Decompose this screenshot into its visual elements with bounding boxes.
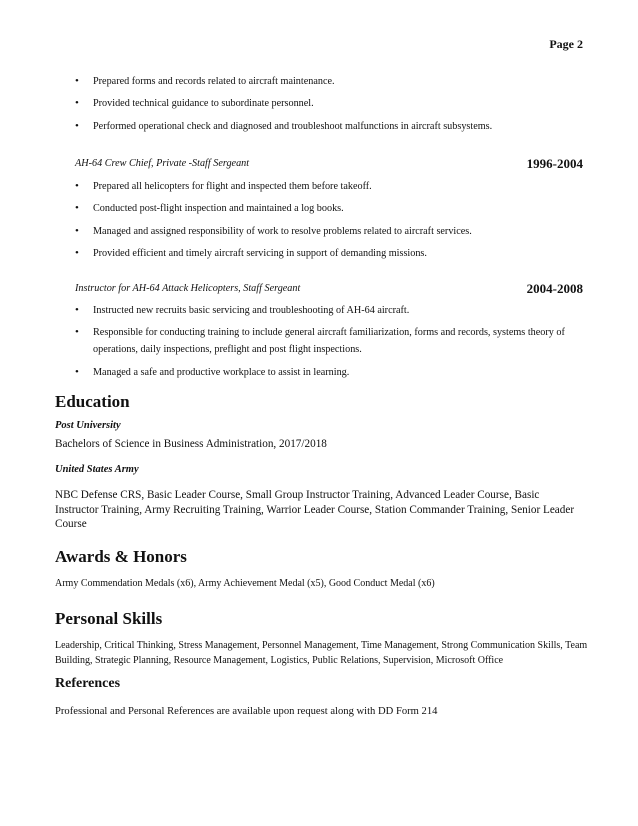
job3-bullet-list — [75, 302, 590, 386]
job-years: 2004-2008 — [526, 281, 583, 296]
job-years: 1996-2004 — [526, 156, 583, 171]
list-item: • Conducted post-flight inspection and maintained a log books. — [75, 200, 590, 217]
list-item: • Instructed new recruits basic servicing and troubleshooting of AH-64 aircraft. — [75, 302, 590, 319]
education-heading: Education — [55, 392, 130, 411]
references-heading: References — [55, 676, 121, 691]
list-item: • Provided technical guidance to subordinate personnel. — [75, 95, 590, 112]
skills-text: Leadership, Critical Thinking, Stress Management, Personnel Management, Time Management, Strong Communication Skills, Team Building, Strategic Planning, Resource Management, Logistics, Public Relations, Supervision, Microsoft Office — [55, 640, 588, 666]
courses-text: NBC Defense CRS, Basic Leader Course, Small Group Instructor Training, Advanced Leader Course, Basic Instructor Training, Army Recruiting Training, Warrior Leader Course, Station Commander Training, Senior Leader Course — [55, 489, 575, 530]
degree-text: Bachelors of Science in Business Administration, 2017/2018 — [55, 438, 327, 450]
job-title: AH-64 Crew Chief, Private -Staff Sergeant — [75, 158, 250, 169]
list-item: • Prepared all helicopters for flight and inspected them before takeoff. — [75, 178, 590, 195]
institution-name: United States Army — [55, 464, 139, 475]
job1-bullet-list — [75, 73, 590, 140]
awards-text: Army Commendation Medals (x6), Army Achievement Medal (x5), Good Conduct Medal (x6) — [55, 578, 435, 589]
list-item: • Prepared forms and records related to aircraft maintenance. — [75, 73, 590, 90]
list-item: • Managed and assigned responsibility of work to resolve problems related to aircraft services. — [75, 223, 590, 240]
list-item: • Responsible for conducting training to include general aircraft familiarization, forms and records, systems theory of operations, daily inspections, preflight and post flight inspections. — [75, 324, 590, 358]
skills-heading: Personal Skills — [55, 609, 163, 628]
job-title: Instructor for AH-64 Attack Helicopters, Staff Sergeant — [75, 283, 301, 294]
list-item: • Provided efficient and timely aircraft servicing in support of demanding missions. — [75, 245, 590, 262]
institution-name: Post University — [55, 420, 121, 431]
job2-bullet-list — [75, 178, 590, 268]
job2-header — [75, 156, 583, 174]
awards-heading: Awards & Honors — [55, 547, 187, 566]
list-item: • Managed a safe and productive workplace to assist in learning. — [75, 364, 590, 381]
list-item: • Performed operational check and diagnosed and troubleshoot malfunctions in aircraft subsystems. — [75, 118, 590, 135]
job3-header — [75, 281, 583, 299]
references-text: Professional and Personal References are available upon request along with DD Form 214 — [55, 706, 438, 717]
page-number: Page 2 — [549, 37, 583, 51]
